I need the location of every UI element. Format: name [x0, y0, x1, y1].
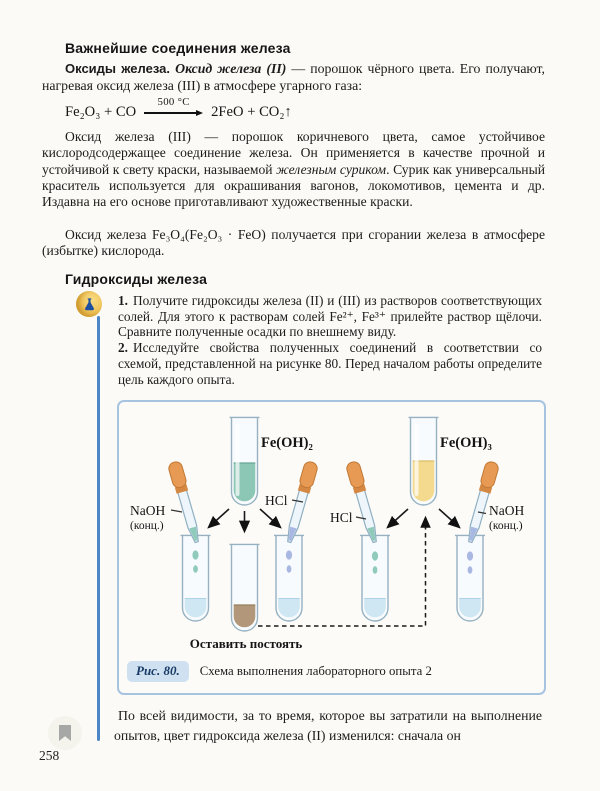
figure-80	[117, 400, 546, 695]
reaction-arrow-icon	[144, 110, 203, 116]
figure-caption	[127, 661, 538, 682]
dropper-bulb	[167, 460, 187, 489]
chemical-equation	[65, 97, 292, 121]
lavender-drop	[286, 550, 292, 559]
page-number: 258	[39, 748, 60, 763]
test-tube-feoh3	[409, 417, 439, 505]
lab-task-1-text: Получите гидроксиды железа (II) и (III) из растворов соответствующих солей. Для этого к растворам солей Fe²⁺, Fe³⁺ прилейте раствор щёлочи. Сравните полученные осадки по внешнему виду.	[118, 293, 542, 340]
small-test-tube-naoh3	[455, 535, 485, 621]
run-in-heading-oxides: Оксиды железа.	[65, 61, 176, 76]
label-feoh2: Fe(OH)₂	[261, 435, 313, 451]
lab-task-2-number: 2.	[118, 340, 128, 356]
term-iron-oxide-2: Оксид железа (II)	[175, 61, 287, 76]
dropper-naoh-left	[167, 460, 203, 544]
label-naoh-right: NaOH	[489, 503, 525, 518]
small-test-tube-hcl3	[360, 535, 390, 621]
term-iron-minium: железным суриком	[276, 161, 387, 177]
lab-task-2	[118, 340, 542, 387]
paragraph-magnetite: Оксид железа Fe₃O₄(Fe₂O₃ · FeO) получается при сгорании железа в атмосфере (избытке) кислорода.	[42, 227, 545, 259]
lab-task-block	[118, 293, 542, 387]
figure-caption-tag: Рис. 80.	[127, 661, 189, 682]
paragraph-text: . Сурик как универсальный краситель используется для окрашивания вагонов, локомотивов, цемента и др. Издавна на его основе приготавливают художественные краски.	[42, 161, 545, 210]
small-test-tube-naoh2	[181, 535, 211, 621]
equation-lhs: Fe₂O₃ + CO	[65, 104, 137, 120]
small-test-tube-sediment	[230, 544, 260, 631]
label-hcl-left-group: HCl	[265, 493, 288, 508]
label-konc-right: (конц.)	[489, 520, 523, 532]
teal-drop	[192, 550, 198, 559]
equation-condition: 500 °C	[157, 96, 190, 108]
label-naoh-left: NaOH	[130, 503, 166, 518]
lab-flask-icon	[76, 291, 102, 317]
label-leave-to-stand: Оставить постоять	[189, 636, 303, 651]
paragraph-iron-oxide-3	[42, 129, 545, 210]
equation-arrow-group	[144, 97, 203, 121]
paragraph-iron-oxide-2	[42, 60, 545, 94]
test-tube-feoh2	[230, 417, 260, 505]
lab-task-1	[118, 293, 542, 340]
figure-80-diagram	[119, 402, 543, 660]
erlenmeyer-flask-glyph	[82, 297, 97, 312]
label-konc-left: (конц.)	[130, 520, 164, 532]
brown-sediment	[234, 605, 256, 627]
dropper-hcl-right-group	[345, 460, 381, 544]
section-heading-iron-hydroxides: Гидроксиды железа	[65, 271, 208, 287]
paragraph-closing: По всей видимости, за то время, которое вы затратили на выполнение опытов, цвет гидроксида железа (II) изменился: сначала он	[114, 708, 542, 743]
lab-task-2-text: Исследуйте свойства полученных соединений в соответствии со схемой, представленной на рисунке 80. Перед началом работы определите цель каждого опыта.	[118, 340, 542, 387]
paragraph-text: — порошок чёрного цвета. Его получают, нагревая оксид железа (III) в атмосфере угарного газа:	[42, 61, 546, 93]
section-heading-iron-compounds: Важнейшие соединения железа	[65, 40, 291, 56]
paragraph-text: Оксид железа (III) — порошок коричневого цвета, самое устойчивое кислородсодержащее соединение железа. Он применяется в качестве прочной и устойчивой к свету краски, называемой	[42, 129, 545, 177]
small-test-tube-hcl2	[274, 535, 304, 621]
label-hcl-right-group: HCl	[330, 510, 353, 525]
figure-caption-text: Схема выполнения лабораторного опыта 2	[199, 664, 432, 678]
label-feoh3: Fe(OH)₃	[440, 435, 492, 451]
equation-rhs: 2FeO + CO₂↑	[211, 104, 292, 120]
lab-task-1-number: 1.	[118, 293, 128, 308]
experiment-rule	[97, 316, 100, 741]
